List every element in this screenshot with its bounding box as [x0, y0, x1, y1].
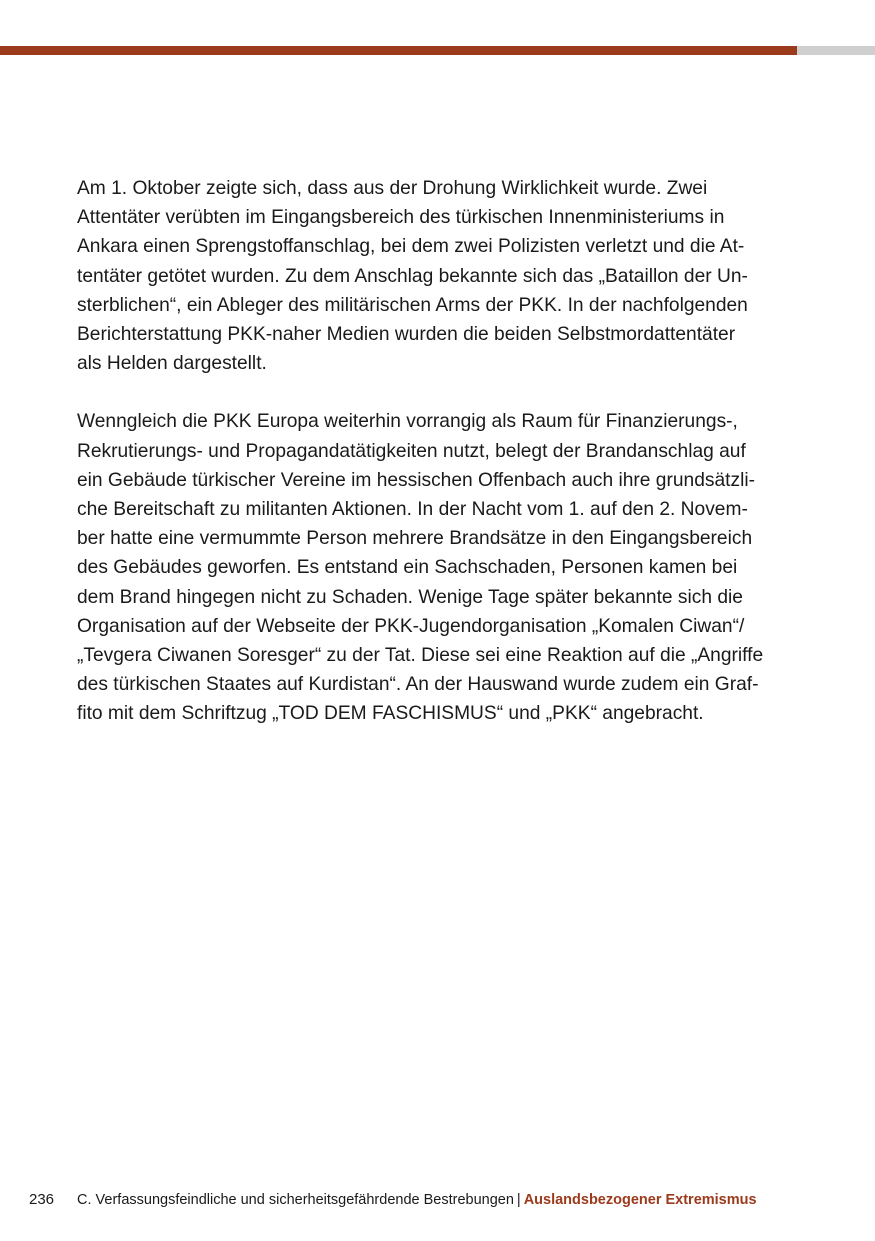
text-line: „Tevgera Ciwanen Soresger“ zu der Tat. Diese sei eine Reaktion auf die „Angriffe: [77, 645, 764, 667]
text-line: Attentäter verübten im Eingangsbereich des türkischen Innenministeriums in: [77, 207, 725, 229]
body-text: [77, 174, 799, 729]
text-line: Berichterstattung PKK-naher Medien wurden die beiden Selbstmordattentäter: [77, 324, 736, 346]
text-line: als Helden dargestellt.: [77, 353, 267, 375]
text-line: tentäter getötet wurden. Zu dem Anschlag bekannte sich das „Bataillon der Un-: [77, 265, 748, 287]
page-footer: [29, 1189, 757, 1211]
text-line: ein Gebäude türkischer Vereine im hessischen Offenbach auch ihre grundsätzli-: [77, 469, 755, 491]
footer-section: Auslandsbezogener Extremismus: [523, 1192, 757, 1208]
text-line: Organisation auf der Webseite der PKK-Jugendorganisation „Komalen Ciwan“/: [77, 615, 745, 637]
text-line: des türkischen Staates auf Kurdistan“. An der Hauswand wurde zudem ein Graf-: [77, 674, 759, 696]
text-line: Rekrutierungs- und Propagandatätigkeiten nutzt, belegt der Brandanschlag auf: [77, 440, 746, 462]
footer-chapter: C. Verfassungsfeindliche und sicherheitsgefährdende Bestrebungen: [77, 1192, 514, 1208]
text-line: che Bereitschaft zu militanten Aktionen. In der Nacht vom 1. auf den 2. Novem-: [77, 499, 748, 521]
text-line: Am 1. Oktober zeigte sich, dass aus der Drohung Wirklichkeit wurde. Zwei: [77, 178, 708, 199]
text-line: fito mit dem Schriftzug „TOD DEM FASCHISMUS“ und „PKK“ angebracht.: [77, 703, 704, 725]
text-line: Wenngleich die PKK Europa weiterhin vorrangig als Raum für Finanzierungs-,: [77, 411, 738, 433]
header-grey-bar: [797, 46, 875, 55]
text-line: ber hatte eine vermummte Person mehrere Brandsätze in den Eingangsbereich: [77, 528, 753, 550]
page-number: 236: [29, 1191, 55, 1208]
text-line: dem Brand hingegen nicht zu Schaden. Wenige Tage später bekannte sich die: [77, 586, 743, 608]
paragraph-2: [77, 407, 799, 728]
text-line: Ankara einen Sprengstoffanschlag, bei dem zwei Polizisten verletzt und die At-: [77, 236, 745, 258]
footer-separator: |: [516, 1192, 521, 1208]
header-accent-bar: [0, 46, 797, 55]
text-line: des Gebäudes geworfen. Es entstand ein Sachschaden, Personen kamen bei: [77, 557, 738, 579]
text-line: sterblichen“, ein Ableger des militärischen Arms der PKK. In der nachfolgenden: [77, 294, 748, 316]
paragraph-1: [77, 174, 799, 378]
